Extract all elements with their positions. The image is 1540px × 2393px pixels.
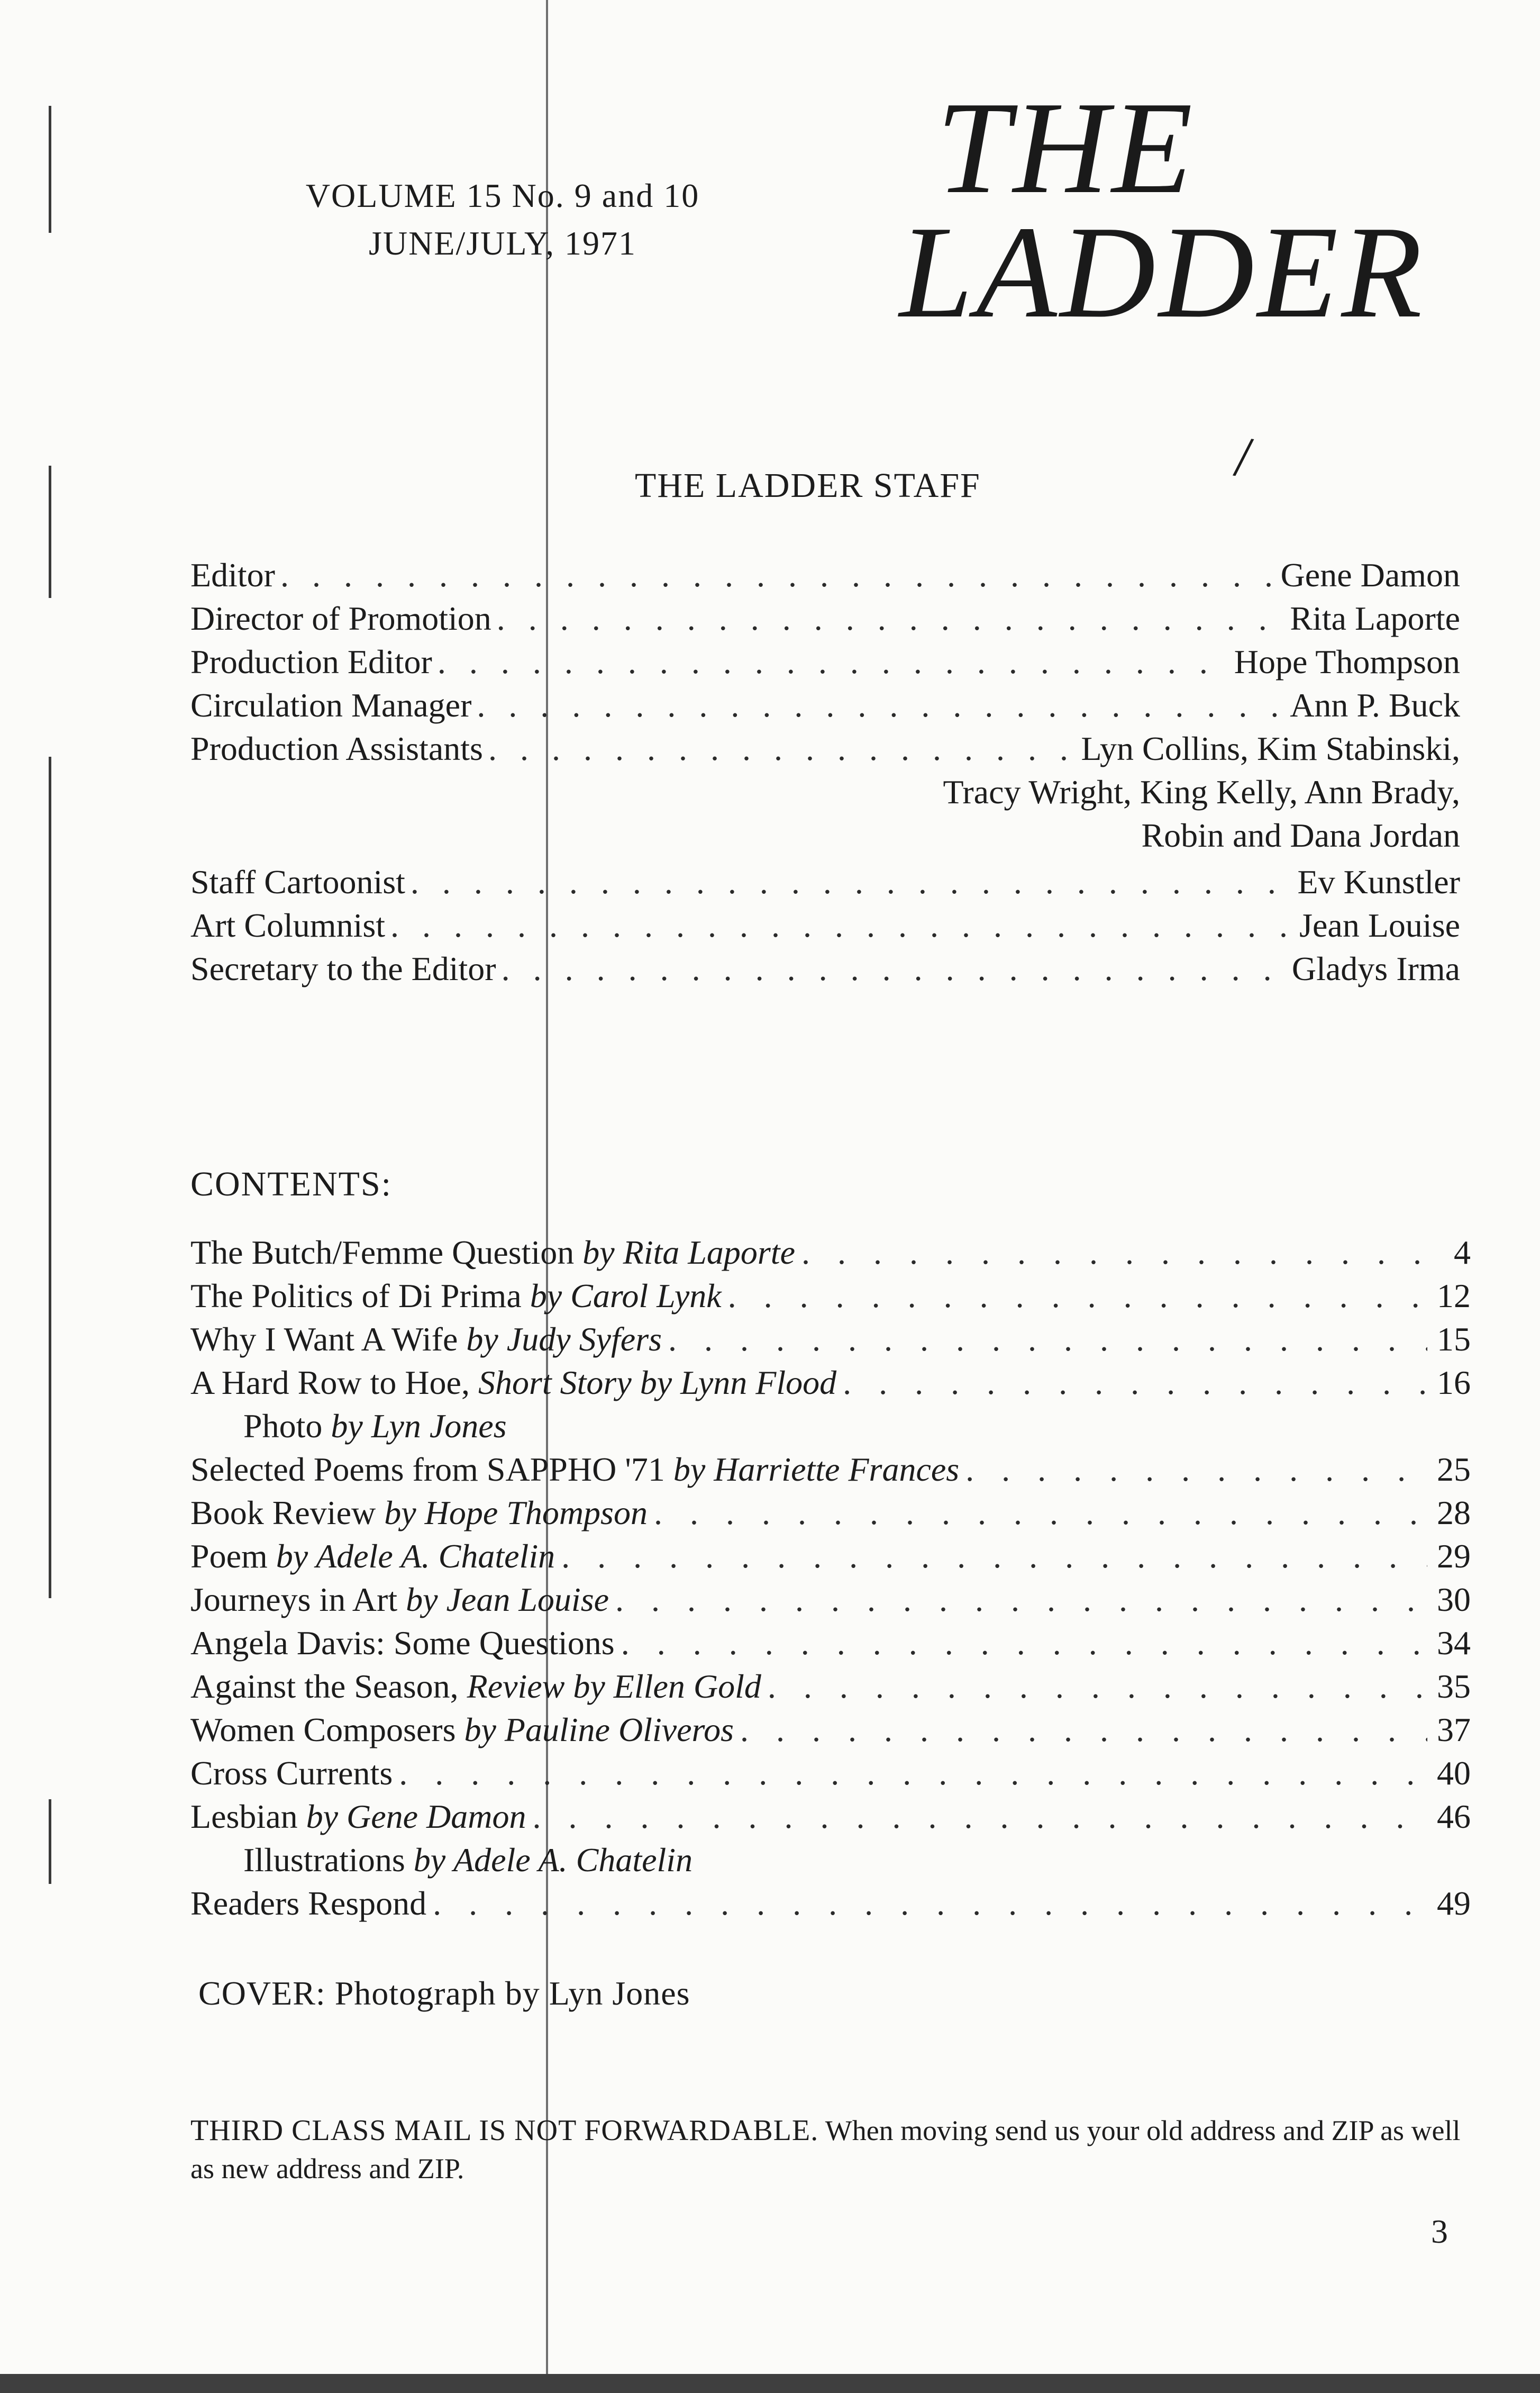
staff-row xyxy=(190,599,1460,642)
toc-page: 25 xyxy=(1437,1451,1471,1488)
staff-role: Director of Promotion xyxy=(190,600,491,637)
toc-entry xyxy=(190,1276,1471,1320)
staff-role: Editor xyxy=(190,556,275,594)
staff-role: Production Assistants xyxy=(190,730,483,767)
scan-edge-mark xyxy=(49,466,51,598)
toc-title: Lesbian xyxy=(190,1798,306,1835)
toc-entry xyxy=(190,1624,1471,1667)
toc-page: 30 xyxy=(1437,1581,1471,1618)
toc-entry xyxy=(190,1710,1471,1754)
staff-name: Gladys Irma xyxy=(1291,950,1460,987)
dot-leader xyxy=(561,1537,1427,1576)
staff-heading: THE LADDER STAFF xyxy=(635,466,981,505)
toc-title: Book Review xyxy=(190,1494,385,1531)
toc-page: 29 xyxy=(1437,1537,1471,1575)
mail-notice-caps: THIRD CLASS MAIL IS NOT FORWARDABLE. xyxy=(190,2114,819,2147)
toc-credit: by Judy Syfers xyxy=(466,1320,662,1358)
dot-leader xyxy=(532,1797,1427,1836)
toc-page: 15 xyxy=(1437,1320,1471,1358)
assistants-continued: Robin and Dana Jordan xyxy=(1141,817,1460,854)
toc-entry xyxy=(190,1797,1471,1841)
toc-title: Cross Currents xyxy=(190,1754,393,1792)
toc-credit: by Rita Laporte xyxy=(582,1234,795,1271)
toc-credit: by Adele A. Chatelin xyxy=(276,1537,555,1575)
scan-bottom-border xyxy=(0,2374,1540,2393)
staff-row xyxy=(190,729,1460,773)
dot-leader xyxy=(390,906,1294,945)
toc-page: 12 xyxy=(1437,1277,1471,1315)
toc-credit: by Carol Lynk xyxy=(530,1277,722,1315)
toc-page: 16 xyxy=(1437,1364,1471,1401)
dot-leader xyxy=(768,1667,1427,1706)
toc-title: Selected Poems from SAPPHO '71 xyxy=(190,1451,673,1488)
toc-credit: by Harriette Frances xyxy=(673,1451,960,1488)
dot-leader xyxy=(965,1450,1427,1489)
toc-page: 4 xyxy=(1454,1234,1471,1271)
toc-page: 35 xyxy=(1437,1667,1471,1705)
toc-entry xyxy=(190,1580,1471,1624)
staff-row xyxy=(190,949,1460,993)
dot-leader xyxy=(399,1754,1427,1793)
toc-credit: Short Story by Lynn Flood xyxy=(478,1364,837,1401)
toc-title: Against the Season, xyxy=(190,1667,467,1705)
toc-entry xyxy=(190,1667,1471,1710)
staff-name: Jean Louise xyxy=(1299,907,1460,944)
toc-title: The Butch/Femme Question xyxy=(190,1234,583,1271)
cover-credit: COVER: Photograph by Lyn Jones xyxy=(198,1974,690,2012)
scan-edge-mark xyxy=(49,757,51,1598)
toc-page: 46 xyxy=(1437,1798,1471,1835)
dot-leader xyxy=(438,642,1229,682)
toc-entry xyxy=(190,1233,1471,1276)
staff-row xyxy=(190,863,1460,906)
toc-entry xyxy=(190,1884,1471,1927)
staff-name: Ev Kunstler xyxy=(1297,863,1460,901)
toc-subentry xyxy=(243,1841,692,1880)
staff-row xyxy=(190,556,1460,599)
staff-name: Hope Thompson xyxy=(1234,643,1460,681)
masthead-ladder: LADDER xyxy=(899,199,1426,346)
page-number: 3 xyxy=(1431,2213,1448,2250)
staff-role: Circulation Manager xyxy=(190,686,472,724)
contents-heading: CONTENTS: xyxy=(190,1165,392,1203)
dot-leader xyxy=(488,729,1076,768)
staff-row xyxy=(190,906,1460,949)
assistants-continued: Tracy Wright, King Kelly, Ann Brady, xyxy=(943,773,1460,811)
toc-credit: Review by Ellen Gold xyxy=(467,1667,761,1705)
toc-sub-credit: by Adele A. Chatelin xyxy=(413,1841,693,1879)
toc-entry xyxy=(190,1493,1471,1537)
dot-leader xyxy=(654,1493,1427,1533)
toc-entry xyxy=(190,1450,1471,1493)
scan-edge-mark xyxy=(49,1799,51,1884)
toc-title: Women Composers xyxy=(190,1711,464,1748)
staff-name: Rita Laporte xyxy=(1290,600,1460,637)
toc-title: The Politics of Di Prima xyxy=(190,1277,530,1315)
dot-leader xyxy=(801,1233,1427,1272)
dot-leader xyxy=(740,1710,1427,1750)
toc-sub-label: Illustrations xyxy=(243,1841,414,1879)
mail-notice xyxy=(190,2111,1481,2188)
staff-row xyxy=(190,642,1460,686)
staff-row xyxy=(190,686,1460,729)
dot-leader xyxy=(280,556,1275,595)
toc-subentry xyxy=(243,1407,507,1446)
dot-leader xyxy=(615,1580,1427,1619)
staff-name: Ann P. Buck xyxy=(1290,686,1460,724)
toc-title: Why I Want A Wife xyxy=(190,1320,467,1358)
dot-leader xyxy=(497,599,1285,638)
volume-line: VOLUME 15 No. 9 and 10 xyxy=(305,177,700,214)
toc-page: 28 xyxy=(1437,1494,1471,1531)
date-line: JUNE/JULY, 1971 xyxy=(369,224,636,262)
toc-page: 40 xyxy=(1437,1754,1471,1792)
toc-entry xyxy=(190,1320,1471,1363)
binding-fold-line xyxy=(546,0,548,2393)
toc-sub-credit: by Lyn Jones xyxy=(331,1407,507,1445)
dot-leader xyxy=(433,1884,1427,1923)
staff-role: Art Columnist xyxy=(190,907,386,944)
dot-leader xyxy=(843,1363,1427,1402)
dot-leader xyxy=(411,863,1292,902)
pen-mark: / xyxy=(1231,423,1256,490)
toc-entry xyxy=(190,1537,1471,1580)
toc-page: 37 xyxy=(1437,1711,1471,1748)
staff-name: Lyn Collins, Kim Stabinski, xyxy=(1081,730,1460,767)
toc-credit: by Gene Damon xyxy=(306,1798,526,1835)
dot-leader xyxy=(728,1276,1427,1316)
toc-title: A Hard Row to Hoe, xyxy=(190,1364,478,1401)
toc-entry xyxy=(190,1363,1471,1407)
toc-credit: by Jean Louise xyxy=(406,1581,609,1618)
dot-leader xyxy=(502,949,1287,989)
toc-page: 49 xyxy=(1437,1884,1471,1922)
toc-entry xyxy=(190,1754,1471,1797)
toc-title: Poem xyxy=(190,1537,276,1575)
staff-role: Staff Cartoonist xyxy=(190,863,405,901)
staff-role: Production Editor xyxy=(190,643,432,681)
toc-title: Readers Respond xyxy=(190,1884,427,1922)
toc-title: Angela Davis: Some Questions xyxy=(190,1624,615,1662)
masthead-the: THE xyxy=(936,75,1196,221)
dot-leader xyxy=(477,686,1284,725)
toc-title: Journeys in Art xyxy=(190,1581,406,1618)
dot-leader xyxy=(668,1320,1427,1359)
toc-credit: by Hope Thompson xyxy=(384,1494,648,1531)
toc-sub-label: Photo xyxy=(243,1407,331,1445)
toc-credit: by Pauline Oliveros xyxy=(464,1711,734,1748)
scan-edge-mark xyxy=(49,106,51,233)
mail-notice-rest: When moving send us your old address and ZIP as well as new address and ZIP. xyxy=(190,2115,1461,2184)
dot-leader xyxy=(621,1624,1427,1663)
toc-page: 34 xyxy=(1437,1624,1471,1662)
staff-name: Gene Damon xyxy=(1280,556,1460,594)
staff-role: Secretary to the Editor xyxy=(190,950,496,987)
